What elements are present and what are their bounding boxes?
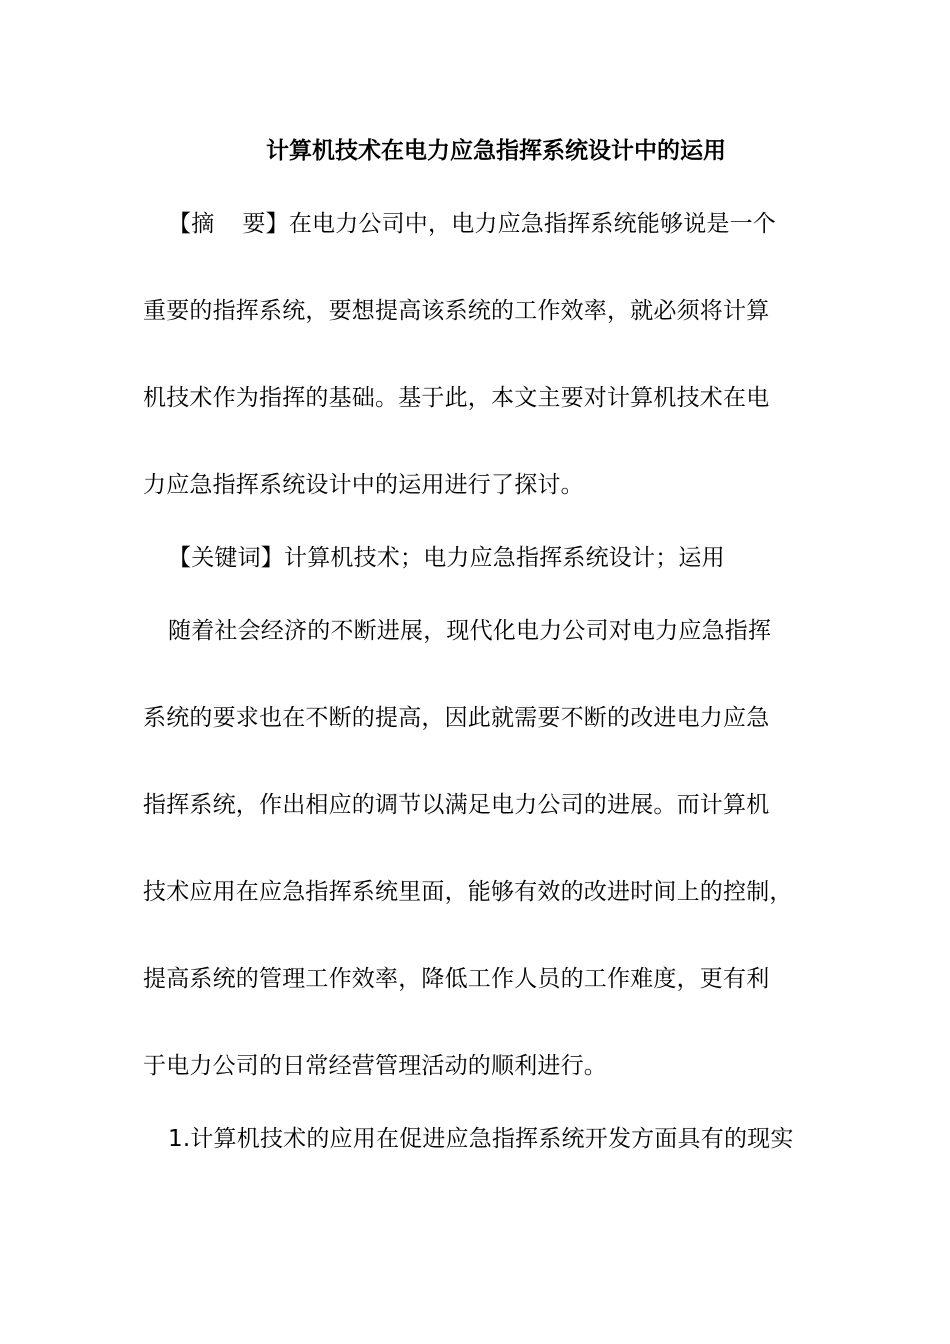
section-1-heading: 1.计算机技术的应用在促进应急指挥系统开发方面具有的现实 — [168, 1126, 794, 1152]
intro-line-5: 提高系统的管理工作效率，降低工作人员的工作难度，更有利 — [143, 966, 770, 992]
abstract-line-3: 机技术作为指挥的基础。基于此，本文主要对计算机技术在电 — [143, 385, 770, 411]
abstract-line-2: 重要的指挥系统，要想提高该系统的工作效率，就必须将计算 — [143, 298, 770, 324]
intro-line-3: 指挥系统，作出相应的调节以满足电力公司的进展。而计算机 — [143, 792, 770, 818]
intro-line-2: 系统的要求也在不断的提高，因此就需要不断的改进电力应急 — [143, 705, 770, 731]
abstract-text: 在电力公司中，电力应急指挥系统能够说是一个 — [288, 211, 777, 237]
document-title: 计算机技术在电力应急指挥系统设计中的运用 — [266, 138, 726, 164]
abstract-line-1 — [168, 209, 776, 239]
abstract-line-4: 力应急指挥系统设计中的运用进行了探讨。 — [143, 472, 584, 498]
intro-line-1: 随着社会经济的不断进展，现代化电力公司对电力应急指挥 — [168, 618, 772, 644]
keywords-label: 【关键词】 — [168, 545, 284, 571]
keywords-line — [168, 543, 725, 573]
intro-line-4: 技术应用在应急指挥系统里面，能够有效的改进时间上的控制， — [143, 879, 793, 905]
intro-line-6: 于电力公司的日常经营管理活动的顺利进行。 — [143, 1053, 607, 1079]
abstract-label-close: 要】 — [242, 211, 289, 237]
abstract-label-open: 【摘 — [168, 211, 215, 237]
keywords-text: 计算机技术；电力应急指挥系统设计；运用 — [284, 545, 725, 571]
